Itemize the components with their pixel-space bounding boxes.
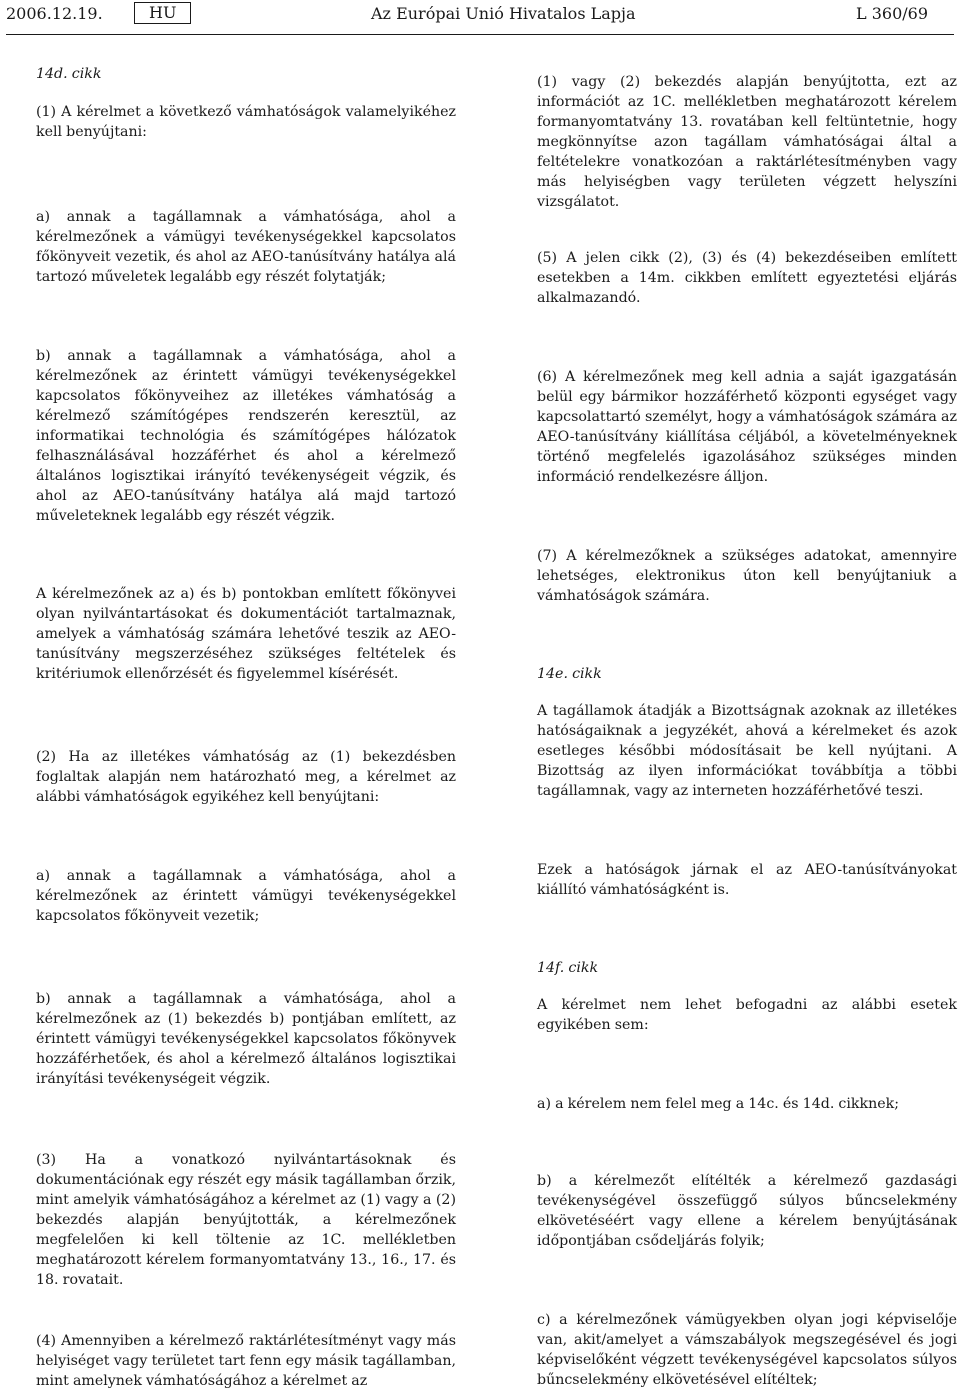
paragraph-1-point-b: b) annak a tagállamnak a vámhatósága, ahol a kérelmezőnek az érintett vámügyi tevékenységekkel kapcsolatos főkönyveihez az illetékes vámhatóság a kérelmező számítógépes rendszerén keresztül, az informatikai technológia és számítógépes hálózatok felhasználásával hozzáférhet és ahol a kérelmező általános logisztikai irányító tevékenységeit végzik, és ahol az AEO-tanúsítvány hatálya alá majd tartozó műveleteknek legalább egy részét végzik. [36,348,456,524]
header-rule [6,34,954,35]
page-header [0,0,960,36]
article-14f-intro: A kérelmet nem lehet befogadni az alábbi esetek egyikében sem: [537,997,957,1033]
paragraph-2: (2) Ha az illetékes vámhatóság az (1) bekezdésben foglaltak alapján nem határozható meg, a kérelmet az alábbi vámhatóságok egyikéhez kell benyújtani: [36,749,456,805]
paragraph-3: (3) Ha a vonatkozó nyilvántartásoknak és dokumentációnak egy részét egy másik tagállamban őrzik, mint amelyik vámhatóságához a kérelmet az (1) vagy a (2) bekezdés alapján benyújtották, a kérelmezőnek megfelelően ki kell töltenie az 1C. mellékletben meghatározott kérelem formanyomtatvány 13., 16., 17. és 18. rovatait. [36,1152,456,1288]
paragraph-1-point-a: a) annak a tagállamnak a vámhatósága, ahol a kérelmezőnek a vámügyi tevékenységekkel kapcsolatos főkönyveit vezetik, és ahol az AEO-tanúsítvány hatálya alá tartozó műveletek legalább egy részét folytatják; [36,209,456,285]
article-14d-heading: 14d. cikk [36,66,102,82]
publication-date: 2006.12.19. [6,4,103,23]
article-14e-paragraph-2: Ezek a hatóságok járnak el az AEO-tanúsítványokat kiállító vámhatóságként is. [537,862,957,898]
paragraph-6: (6) A kérelmezőnek meg kell adnia a saját igazgatásán belül egy bármikor hozzáférhető központi egységet vagy kapcsolattartó személyt, hogy a vámhatóságok számára az AEO-tanúsítvány kiállítása céljából, a követelményeknek történő megfelelés igazolásához szükséges minden információ rendelkezésre álljon. [537,369,957,485]
paragraph-2-point-b: b) annak a tagállamnak a vámhatósága, ahol a kérelmezőnek az (1) bekezdés b) pontjában említett, az érintett vámügyi tevékenységekkel kapcsolatos főkönyvek hozzáférhetőek, és ahol a kérelmező általános logisztikai irányítási tevékenységeit végzik. [36,991,456,1087]
page-number: L 360/69 [856,4,928,23]
paragraph-1-closing: A kérelmezőnek az a) és b) pontokban említett főkönyvei olyan nyilvántartásokat és dokumentációt tartalmaznak, amelyek a vámhatóság számára lehetővé teszik az AEO-tanúsítvány megszerzéséhez szükséges feltételek és kritériumok ellenőrzését és figyelemmel kísérését. [36,586,456,682]
article-14e-heading: 14e. cikk [537,666,602,682]
paragraph-2-point-a: a) annak a tagállamnak a vámhatósága, ahol a kérelmezőnek az érintett vámügyi tevékenységekkel kapcsolatos főkönyveit vezetik; [36,868,456,924]
paragraph-7: (7) A kérelmezőknek a szükséges adatokat, amennyire lehetséges, elektronikus úton kell benyújtaniuk a vámhatóságok számára. [537,548,957,604]
article-14e-paragraph-1: A tagállamok átadják a Bizottságnak azoknak az illetékes hatóságaiknak a jegyzékét, ahová a kérelmeket és azok esetleges későbbi módosításait be kell nyújtani. A Bizottság az ilyen információkat továbbítja a többi tagállamnak, vagy az interneten hozzáférhetővé teszi. [537,703,957,799]
paragraph-5: (5) A jelen cikk (2), (3) és (4) bekezdéseiben említett esetekben a 14m. cikkben említett egyeztetési eljárás alkalmazandó. [537,250,957,306]
paragraph-1: (1) A kérelmet a következő vámhatóságok valamelyikéhez kell benyújtani: [36,104,456,140]
journal-title: Az Európai Unió Hivatalos Lapja [371,4,636,23]
article-14f-point-c: c) a kérelmezőnek vámügyekben olyan jogi képviselője van, akit/amelyet a vámszabályok megszegésével és jogi képviselőként végzett tevékenységével kapcsolatos súlyos bűncselekmény elkövetésével elítéltek; [537,1312,957,1388]
paragraph-4: (4) Amennyiben a kérelmező raktárlétesítményt vagy más helyiséget vagy területet tart fenn egy másik tagállamban, mint amelynek vámhatóságához a kérelmet az [36,1333,456,1389]
paragraph-4-continued: (1) vagy (2) bekezdés alapján benyújtotta, ezt az információt az 1C. mellékletben meghatározott kérelem formanyomtatvány 13. rovatában kell feltüntetnie, hogy megkönnyítse azon tagállam vámhatóságai által a feltételekre vonatkozóan a raktárlétesítményben vagy más helyiségben vagy területen végzett helyszíni vizsgálatot. [537,74,957,210]
article-14f-point-b: b) a kérelmezőt elítélték a kérelmező gazdasági tevékenységével összefüggő súlyos bűncselekmény elkövetéséért vagy ellene a kérelem benyújtásának időpontjában csődeljárás folyik; [537,1173,957,1249]
article-14f-heading: 14f. cikk [537,960,599,976]
language-badge: HU [134,2,191,24]
article-14f-point-a: a) a kérelem nem felel meg a 14c. és 14d. cikknek; [537,1096,900,1112]
